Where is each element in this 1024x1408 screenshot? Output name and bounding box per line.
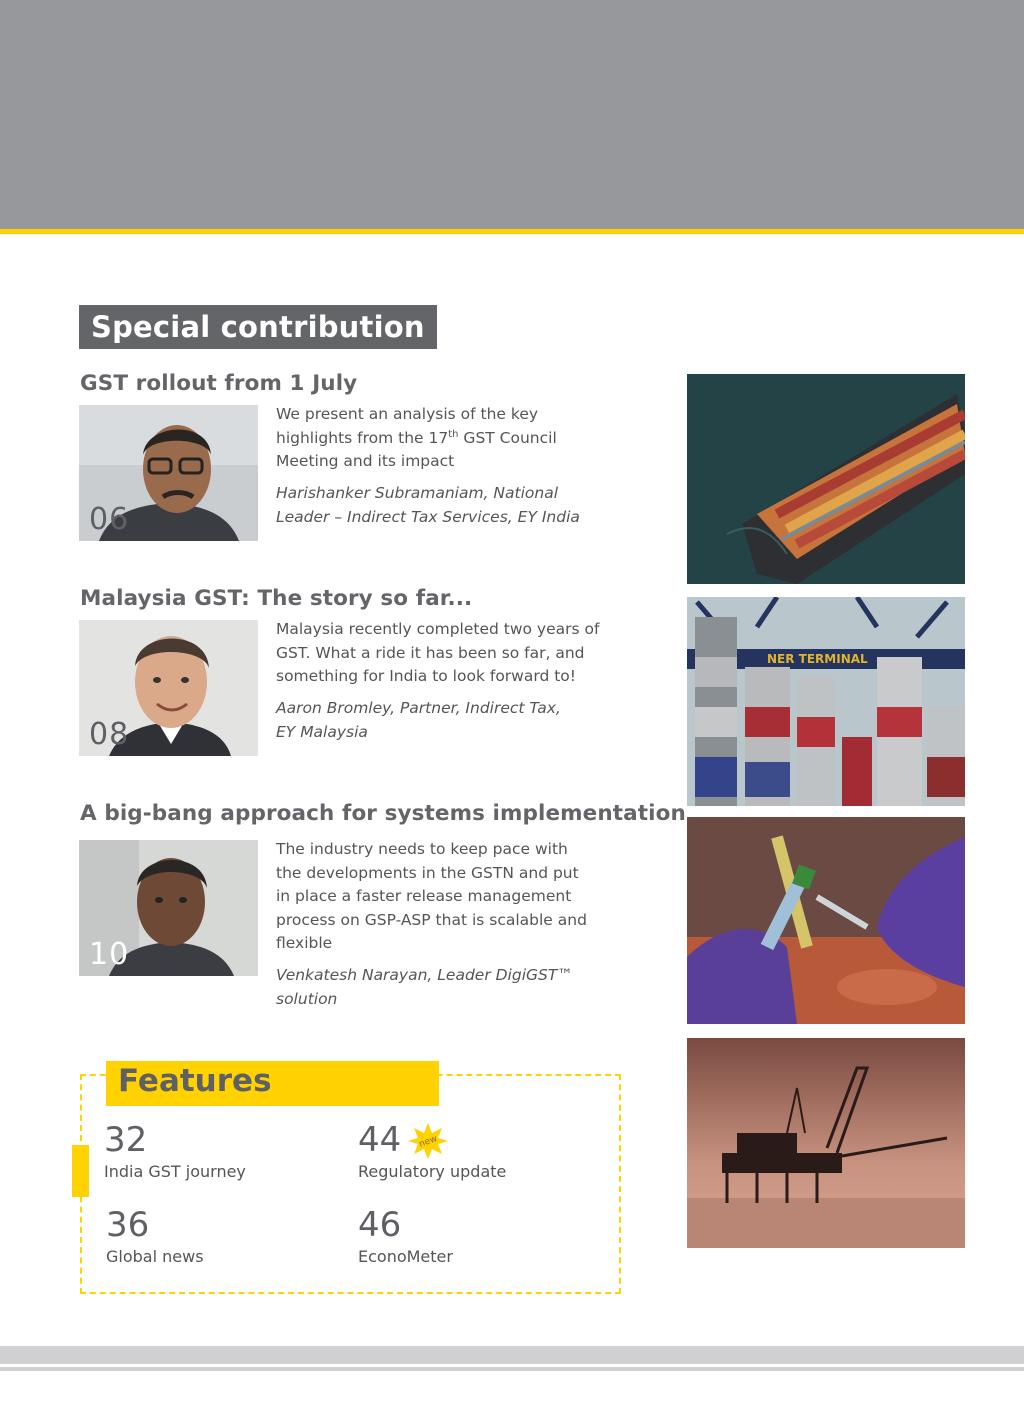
terminal-sign-text: NER TERMINAL [767, 652, 868, 666]
article-byline: Venkatesh Narayan, Leader DigiGST™ solution [276, 966, 573, 1008]
new-badge [407, 1122, 449, 1160]
lab-samples-image [687, 817, 965, 1024]
page-number: 08 [89, 717, 130, 752]
feature-label-global-news[interactable]: Global news [106, 1247, 204, 1266]
page-number: 10 [89, 937, 130, 972]
article-byline: Harishanker Subramaniam, National Leader – Indirect Tax Services, EY India [276, 484, 580, 526]
article-title-malaysia-gst[interactable]: Malaysia GST: The story so far... [80, 586, 473, 611]
feature-label-india-gst-journey[interactable]: India GST journey [104, 1162, 246, 1181]
oil-rig-image [687, 1038, 965, 1248]
feature-page-number[interactable]: 44 [358, 1120, 402, 1160]
feature-label-econometer[interactable]: EconoMeter [358, 1247, 453, 1266]
feature-page-number[interactable]: 46 [358, 1205, 402, 1245]
author-photo-harishanker [79, 405, 258, 541]
feature-page-number[interactable]: 36 [106, 1205, 150, 1245]
page-number: 06 [89, 502, 130, 537]
article-blurb: Malaysia recently completed two years of GST. What a ride it has been so far, and something for India to look forward to! [276, 620, 600, 685]
article-blurb: The industry needs to keep pace with the developments in the GSTN and put in place a faster release management process on GSP-ASP that is scalable and flexible [276, 840, 587, 952]
article-title-big-bang[interactable]: A big-bang approach for systems implementation [80, 801, 686, 826]
container-terminal-image [687, 597, 965, 806]
new-badge-text: new [417, 1134, 439, 1150]
article-byline: Aaron Bromley, Partner, Indirect Tax, EY Malaysia [276, 699, 561, 741]
footer-line [0, 1367, 1024, 1371]
features-heading [106, 1061, 439, 1106]
feature-label-regulatory-update[interactable]: Regulatory update [358, 1162, 507, 1181]
container-ship-image [687, 374, 965, 584]
features-title: Features [118, 1063, 272, 1099]
section-title: Special contribution [91, 310, 425, 344]
header-band [0, 0, 1024, 229]
feature-page-number[interactable]: 32 [104, 1120, 148, 1160]
header-accent-line [0, 229, 1024, 234]
section-heading [79, 305, 437, 349]
author-photo-venkatesh [79, 840, 258, 976]
article-title-gst-rollout[interactable]: GST rollout from 1 July [80, 371, 358, 396]
article-blurb: We present an analysis of the key highlights from the 17th GST Council Meeting and its impact [276, 405, 557, 470]
features-marker [72, 1145, 89, 1197]
author-photo-aaron [79, 620, 258, 756]
footer-band [0, 1346, 1024, 1364]
